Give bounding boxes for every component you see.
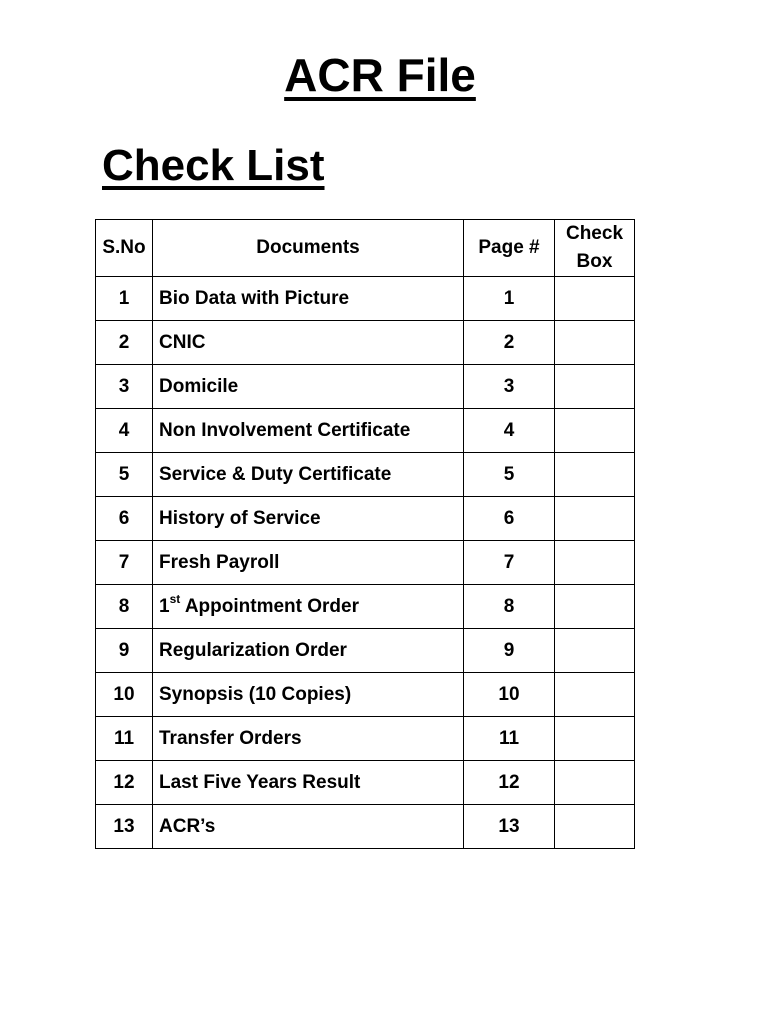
table-header-row	[96, 220, 635, 277]
header-documents: Documents	[153, 220, 464, 277]
row-page: 11	[464, 717, 555, 761]
row-sno: 11	[96, 717, 153, 761]
row-sno: 9	[96, 629, 153, 673]
table-row	[96, 805, 635, 849]
row-page: 5	[464, 453, 555, 497]
row-page: 1	[464, 277, 555, 321]
row-check-box[interactable]	[555, 409, 635, 453]
header-check-line1: Check	[565, 223, 624, 244]
table-row	[96, 717, 635, 761]
document-title	[0, 46, 760, 104]
row-document-rest: Appointment Order	[180, 595, 359, 617]
row-check-box[interactable]	[555, 497, 635, 541]
table-row	[96, 365, 635, 409]
row-sno: 12	[96, 761, 153, 805]
row-check-box[interactable]	[555, 761, 635, 805]
row-document-ordinal-suffix: st	[169, 592, 181, 607]
row-sno: 7	[96, 541, 153, 585]
header-check-line2: Box	[576, 251, 613, 272]
row-sno: 4	[96, 409, 153, 453]
row-page: 12	[464, 761, 555, 805]
row-page: 8	[464, 585, 555, 629]
table-row	[96, 497, 635, 541]
row-document: History of Service	[153, 497, 464, 541]
row-page: 13	[464, 805, 555, 849]
header-page: Page #	[464, 220, 555, 277]
section-heading	[102, 138, 325, 194]
document-title-text: ACR File	[284, 49, 476, 101]
row-sno: 8	[96, 585, 153, 629]
row-check-box[interactable]	[555, 673, 635, 717]
row-sno: 5	[96, 453, 153, 497]
row-check-box[interactable]	[555, 805, 635, 849]
row-check-box[interactable]	[555, 277, 635, 321]
row-document: Service & Duty Certificate	[153, 453, 464, 497]
row-page: 3	[464, 365, 555, 409]
row-document: Non Involvement Certificate	[153, 409, 464, 453]
row-sno: 6	[96, 497, 153, 541]
row-check-box[interactable]	[555, 541, 635, 585]
checklist-table	[95, 219, 635, 849]
row-document: Domicile	[153, 365, 464, 409]
row-document: CNIC	[153, 321, 464, 365]
table-row	[96, 629, 635, 673]
row-sno: 10	[96, 673, 153, 717]
header-sno: S.No	[96, 220, 153, 277]
row-page: 2	[464, 321, 555, 365]
row-page: 6	[464, 497, 555, 541]
row-page: 9	[464, 629, 555, 673]
row-document-ordinal: 1	[159, 595, 170, 617]
row-document: ACR’s	[153, 805, 464, 849]
row-check-box[interactable]	[555, 453, 635, 497]
row-sno: 2	[96, 321, 153, 365]
row-document: Last Five Years Result	[153, 761, 464, 805]
table-row	[96, 585, 635, 629]
header-check-box	[555, 220, 635, 277]
row-page: 4	[464, 409, 555, 453]
table-row	[96, 321, 635, 365]
row-page: 7	[464, 541, 555, 585]
table-row	[96, 453, 635, 497]
row-check-box[interactable]	[555, 365, 635, 409]
row-check-box[interactable]	[555, 717, 635, 761]
table-row	[96, 673, 635, 717]
row-document: Synopsis (10 Copies)	[153, 673, 464, 717]
row-document: Transfer Orders	[153, 717, 464, 761]
row-document: Fresh Payroll	[153, 541, 464, 585]
row-document: Bio Data with Picture	[153, 277, 464, 321]
table-row	[96, 541, 635, 585]
row-document: Regularization Order	[153, 629, 464, 673]
row-document	[153, 585, 464, 629]
table-row	[96, 761, 635, 805]
table-row	[96, 277, 635, 321]
row-check-box[interactable]	[555, 629, 635, 673]
table-row	[96, 409, 635, 453]
row-page: 10	[464, 673, 555, 717]
row-sno: 13	[96, 805, 153, 849]
row-sno: 3	[96, 365, 153, 409]
section-heading-text: Check List	[102, 141, 325, 190]
row-check-box[interactable]	[555, 321, 635, 365]
row-check-box[interactable]	[555, 585, 635, 629]
row-sno: 1	[96, 277, 153, 321]
